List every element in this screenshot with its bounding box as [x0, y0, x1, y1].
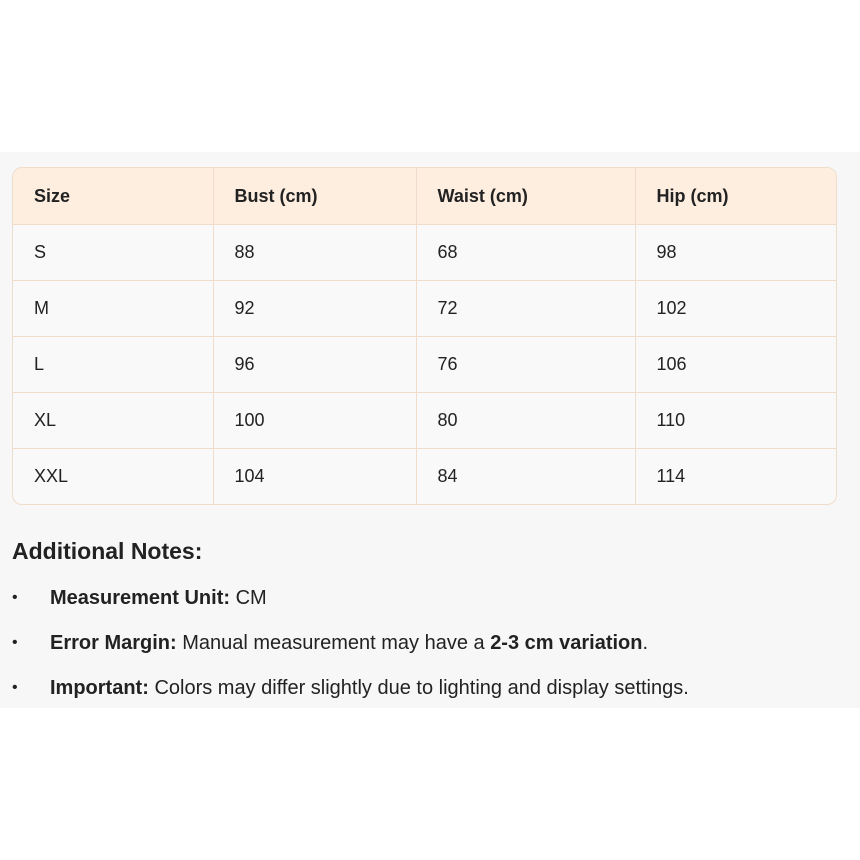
cell-waist: 68: [416, 225, 635, 281]
cell-bust: 88: [213, 225, 416, 281]
note-label: Error Margin:: [50, 632, 177, 654]
cell-hip: 102: [635, 281, 836, 337]
note-text: Colors may differ slightly due to lighting and display settings.: [148, 677, 689, 699]
notes-list: [12, 582, 852, 717]
cell-hip: 114: [656, 466, 686, 486]
header-size: Size: [13, 168, 213, 225]
cell-waist: 84: [416, 449, 635, 505]
list-item-important: [12, 672, 852, 717]
note-label: Measurement Unit:: [50, 587, 231, 609]
cell-hip: 106: [635, 337, 836, 393]
bullet-icon: •: [12, 634, 18, 651]
cell-size: XL: [13, 393, 213, 449]
cell-waist: 80: [416, 393, 635, 449]
cell-size: S: [13, 225, 213, 281]
cell-size: XXL: [13, 449, 213, 505]
size-table-container: [12, 167, 837, 505]
table-header-row: [13, 168, 836, 225]
size-chart-panel: [0, 152, 860, 708]
note-label: Important:: [50, 677, 149, 699]
table-row: [13, 225, 836, 281]
list-item-error-margin: [12, 627, 852, 672]
table-row: [13, 281, 836, 337]
note-emphasis: 2-3 cm variation: [490, 632, 643, 654]
header-hip: Hip (cm): [635, 168, 836, 225]
cell-waist: 72: [416, 281, 635, 337]
note-text: Manual measurement may have a: [176, 632, 491, 654]
cell-hip: 98: [635, 225, 836, 281]
cell-waist: 76: [416, 337, 635, 393]
note-text-end: .: [642, 632, 649, 654]
bullet-icon: •: [12, 589, 18, 606]
cell-bust: 92: [213, 281, 416, 337]
cell-bust: 96: [213, 337, 416, 393]
bullet-icon: •: [12, 679, 18, 696]
header-waist: Waist (cm): [416, 168, 635, 225]
notes-heading: Additional Notes:: [12, 538, 203, 564]
list-item-measurement-unit: [12, 582, 852, 627]
note-text: CM: [230, 587, 267, 609]
cell-size: M: [13, 281, 213, 337]
size-table: [13, 168, 836, 504]
cell-hip: 110: [635, 393, 836, 449]
table-row: [13, 337, 836, 393]
table-row: [13, 449, 836, 505]
cell-bust: 100: [213, 393, 416, 449]
header-bust: Bust (cm): [213, 168, 416, 225]
table-row: [13, 393, 836, 449]
cell-size: L: [13, 337, 213, 393]
cell-bust: 104: [213, 449, 416, 505]
